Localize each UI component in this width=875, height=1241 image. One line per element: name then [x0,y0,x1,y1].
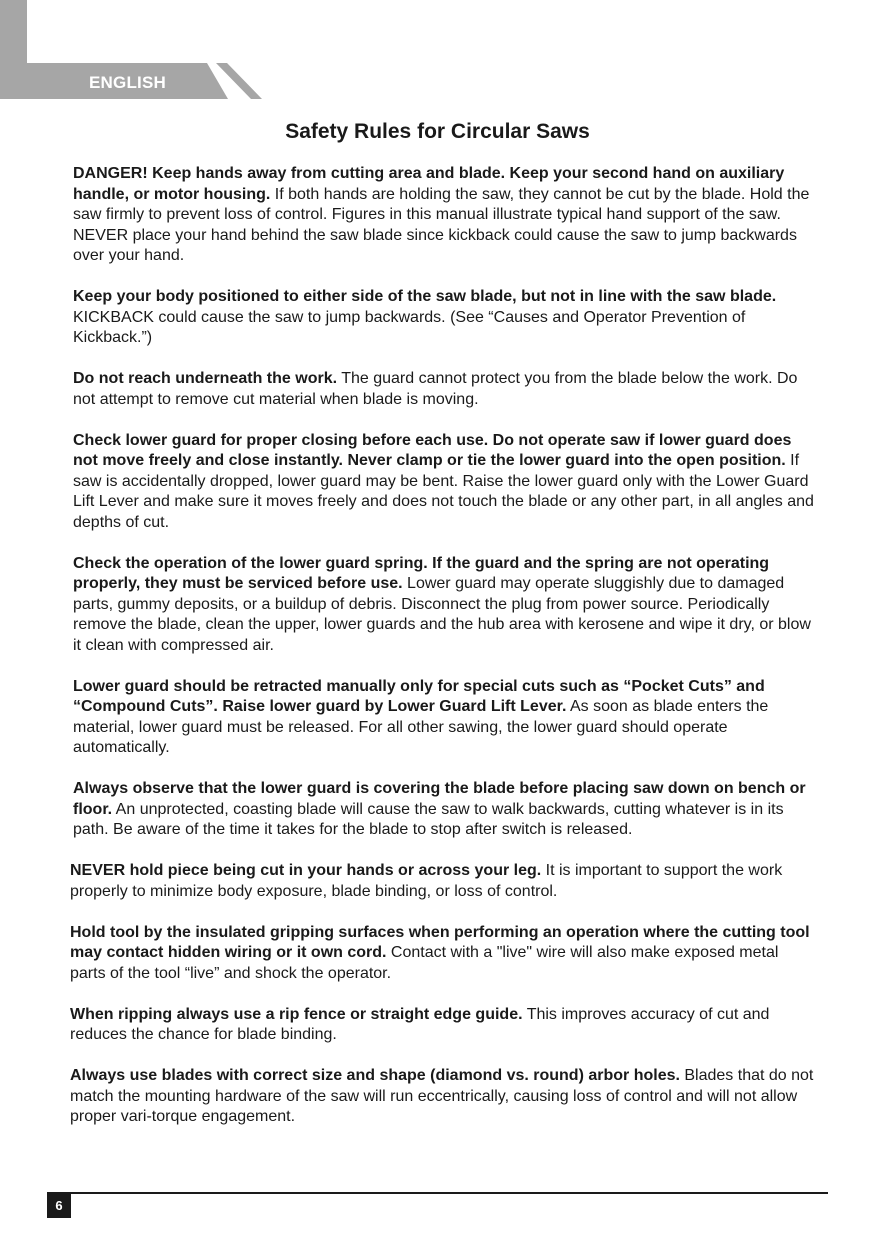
rule-heading: DANGER! Keep hands away from cutting area and blade. Keep your second hand on auxiliary handle, or motor housing. [73,165,785,203]
safety-rule [73,431,818,534]
safety-rule [70,923,818,985]
rule-body: It is important to support the work properly to minimize body exposure, blade binding, or loss of control. [70,862,783,900]
rule-heading: When ripping always use a rip fence or straight edge guide. [70,1005,523,1023]
rule-body: KICKBACK could cause the saw to jump backwards. (See “Causes and Operator Prevention of Kickback.”) [73,308,746,346]
safety-rule [70,1066,818,1128]
safety-rule [73,369,818,410]
rule-heading: Check the operation of the lower guard spring. If the guard and the spring are not operating properly, they must be serviced before use. [73,554,770,592]
safety-rule [70,861,818,902]
rule-body: Blades that do not match the mounting hardware of the saw will run eccentrically, causing loss of control and will not allow proper vari-torque engagement. [70,1067,814,1125]
rule-heading: Always use blades with correct size and shape (diamond vs. round) arbor holes. [70,1067,680,1084]
footer-divider [47,1192,828,1194]
rule-heading: Do not reach underneath the work. [73,370,338,387]
safety-rule [73,779,818,841]
safety-rule [73,164,818,267]
rule-body: Lower guard may operate sluggishly due to damaged parts, gummy deposits, or a buildup of debris. Disconnect the plug from power source. Periodically remove the blade, clean the upper, lower guards and the hub area with kerosene and wipe it dry, or blow it clean with compressed air. [73,575,811,654]
rule-body: The guard cannot protect you from the blade below the work. Do not attempt to remove cut material when blade is moving. [73,370,798,408]
rule-heading: Always observe that the lower guard is covering the blade before placing saw down on bench or floor. [73,780,806,818]
language-tab-label: ENGLISH [89,73,166,92]
safety-rules-list [70,164,818,1148]
rule-heading: Check lower guard for proper closing before each use. Do not operate saw if lower guard does not move freely and close instantly. Never clamp or tie the lower guard into the open position. [73,431,792,469]
rule-heading: Keep your body positioned to either side of the saw blade, but not in line with the saw blade. [73,288,777,305]
rule-body: If both hands are holding the saw, they cannot be cut by the blade. Hold the saw firmly to prevent loss of control. Figures in this manual illustrate typical hand support of the saw. NEVER place your hand behind the saw blade since kickback could cause the saw to jump backwards over your hand. [73,185,810,264]
rule-body: As soon as blade enters the material, lower guard must be released. For all other sawing, the lower guard should operate automatically. [73,698,769,756]
safety-rule [73,554,818,657]
rule-body: An unprotected, coasting blade will cause the saw to walk backwards, cutting whatever is in its path. Be aware of the time it takes for the blade to stop after switch is released. [73,800,784,838]
safety-rule [73,287,818,349]
safety-rule [70,1005,818,1046]
rule-heading: Hold tool by the insulated gripping surfaces when performing an operation where the cutting tool may contact hidden wiring or it own cord. [70,923,810,961]
safety-rule [73,677,818,759]
rule-body: This improves accuracy of cut and reduces the chance for blade binding. [70,1005,770,1043]
page-number: 6 [47,1194,71,1218]
rule-heading: Lower guard should be retracted manually only for special cuts such as “Pocket Cuts” and “Compound Cuts”. Raise lower guard by Lower Guard Lift Lever. [73,677,765,715]
rule-body: Contact with a "live" wire will also make exposed metal parts of the tool “live” and shock the operator. [70,944,779,982]
page-title: Safety Rules for Circular Saws [285,120,590,143]
rule-body: If saw is accidentally dropped, lower guard may be bent. Raise the lower guard only with the Lower Guard Lift Lever and make sure it moves freely and does not touch the blade or any other part, in all angles and depths of cut. [73,452,814,531]
rule-heading: NEVER hold piece being cut in your hands or across your leg. [70,862,542,879]
